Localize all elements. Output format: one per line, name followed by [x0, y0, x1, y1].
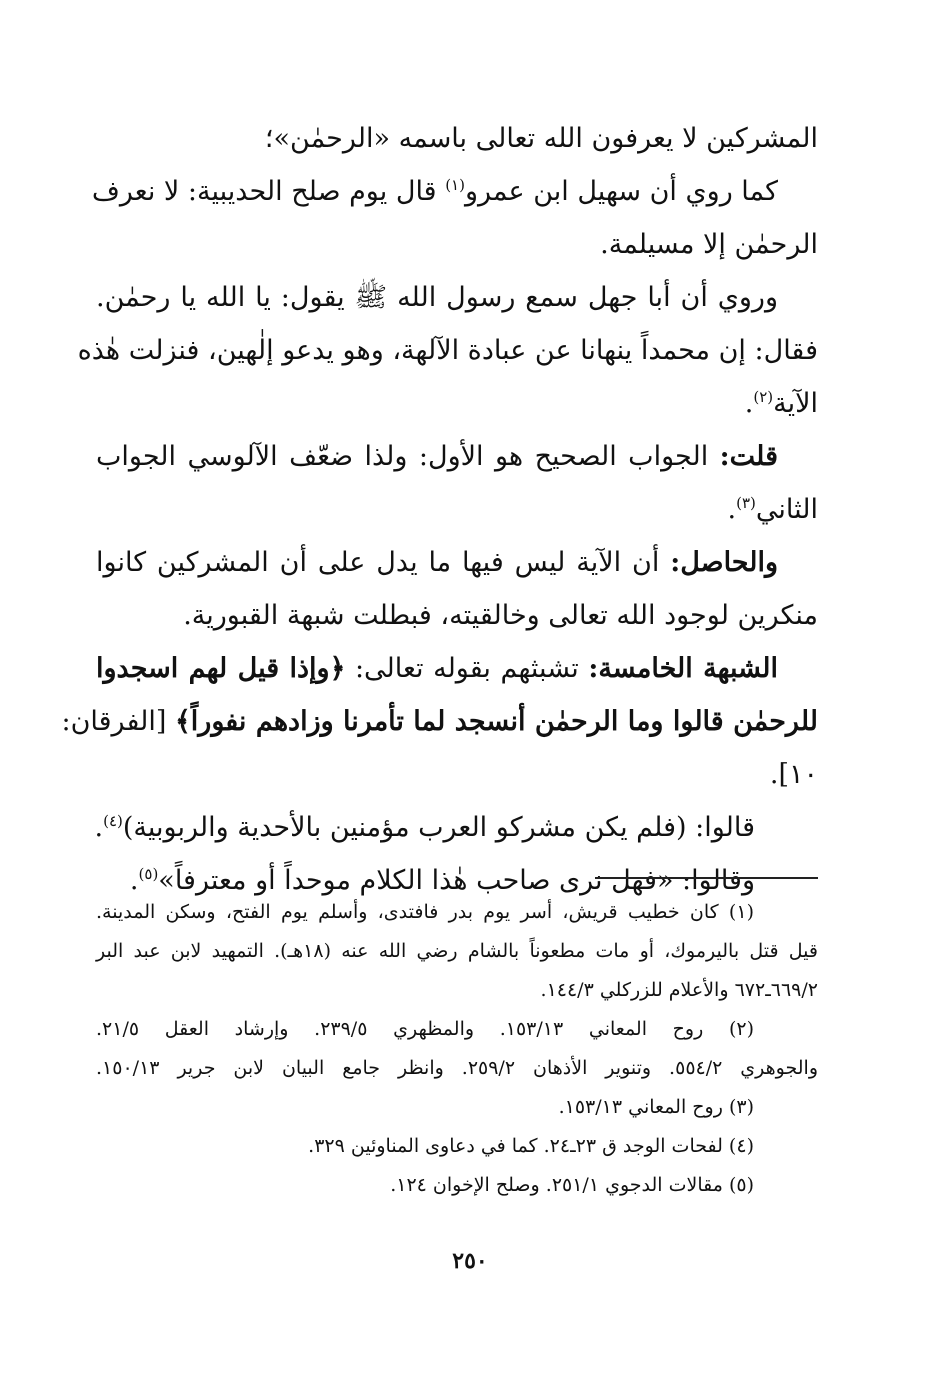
text-segment: . — [727, 494, 737, 525]
paragraph-lead: قلت: — [719, 441, 778, 472]
footnotes — [96, 893, 818, 1205]
text-segment: . — [94, 812, 104, 843]
text-segment: . — [744, 388, 754, 419]
footnote-line-3: ٦٦٩/٢ـ٦٧٢ والأعلام للزركلي ١٤٤/٣. — [540, 979, 818, 1001]
text-line-5: فقال: إن محمداً ينهانا عن عبادة الآلهة، وهو يدعو إلٰهين، فنزلت هٰذه — [77, 335, 818, 366]
footnote-ref-4: (٤) — [103, 812, 123, 830]
text-line-7 — [96, 430, 818, 483]
text-line-14 — [96, 801, 818, 854]
text-line-1: المشركين لا يعرفون الله تعالى باسمه «الرحمٰن»؛ — [264, 123, 818, 154]
text-line-3: الرحمٰن إلا مسيلمة. — [600, 229, 818, 260]
footnote-ref-3: (٣) — [736, 494, 756, 512]
page-number: ٢٥٠ — [452, 1248, 488, 1274]
text-line-12 — [61, 695, 818, 748]
footnote-ref-1: (١) — [445, 176, 465, 194]
paragraph-lead: والحاصل: — [670, 547, 778, 578]
footnote-ref-5: (٥) — [138, 865, 159, 883]
footnote-separator — [595, 877, 818, 879]
text-line-10: منكرين لوجود الله تعالى وخالقيته، فبطلت شبهة القبورية. — [183, 600, 818, 631]
text-line-9 — [96, 536, 818, 589]
text-line-4: وروي أن أبا جهل سمع رسول الله ﷺ يقول: يا الله يا رحمٰن. — [96, 282, 778, 313]
text-segment: أن الآية ليس فيها ما يدل على أن المشركين كانوا — [96, 547, 671, 578]
quran-quote: للرحمٰن قالوا وما الرحمٰن أنسجد لما تأمرنا وزادهم نفوراً﴾ — [174, 706, 818, 737]
text-line-8 — [96, 483, 818, 536]
main-text — [61, 112, 818, 907]
footnote-ref-2: (٢) — [753, 388, 774, 406]
text-segment: [الفرقان: — [61, 706, 175, 737]
text-line-13: ١٠]. — [769, 759, 818, 790]
text-segment: الجواب الصحيح هو الأول: ولذا ضعّف الآلوسي الجواب — [96, 441, 720, 472]
text-segment: قال يوم صلح الحديبية: لا نعرف — [91, 176, 446, 207]
text-line-11 — [96, 642, 818, 695]
footnote-line-8: (٥) مقالات الدجوي ٢٥١/١. وصلح الإخوان ١٢٤. — [390, 1174, 754, 1196]
footnote-line-5: والجوهري ٥٥٤/٢. وتنوير الأذهان ٢٥٩/٢. وانظر جامع البيان لابن جرير ١٥٠/١٣. — [96, 1057, 819, 1079]
text-segment: تشبثهم بقوله تعالى: — [345, 653, 589, 684]
text-segment: الآية — [773, 388, 818, 419]
text-line-6 — [96, 377, 818, 430]
text-segment: . — [129, 865, 139, 896]
footnote-line-2: قيل قتل باليرموك، أو مات مطعوناً بالشام رضي الله عنه (١٨هـ). التمهيد لابن عبد البر — [96, 940, 819, 962]
footnote-line-1: (١) كان خطيب قريش، أسر يوم بدر فافتدى، وأسلم يوم الفتح، وسكن المدينة. — [96, 901, 754, 923]
text-segment: كما روي أن سهيل ابن عمرو — [464, 176, 778, 207]
footnote-line-7: (٤) لفحات الوجد ق ٢٣ـ٢٤. كما في دعاوى المناوئين ٣٢٩. — [308, 1135, 754, 1157]
text-segment: قالوا: (فلم يكن مشركو العرب مؤمنين بالأحدية والربوبية) — [122, 812, 755, 843]
section-heading: الشبهة الخامسة: — [588, 653, 778, 684]
text-line-2 — [91, 165, 818, 218]
text-segment: الثاني — [755, 494, 818, 525]
footnote-line-6: (٣) روح المعاني ١٥٣/١٣. — [558, 1096, 754, 1118]
quran-quote: ﴿وإذا قيل لهم اسجدوا — [96, 653, 346, 684]
footnote-line-4: (٢) روح المعاني ١٥٣/١٣. والمظهري ٢٣٩/٥. وإرشاد العقل ٢١/٥. — [96, 1018, 755, 1040]
text-segment: وقالوا: «فهل نرى صاحب هٰذا الكلام موحداً أو معترفاً» — [158, 865, 755, 896]
